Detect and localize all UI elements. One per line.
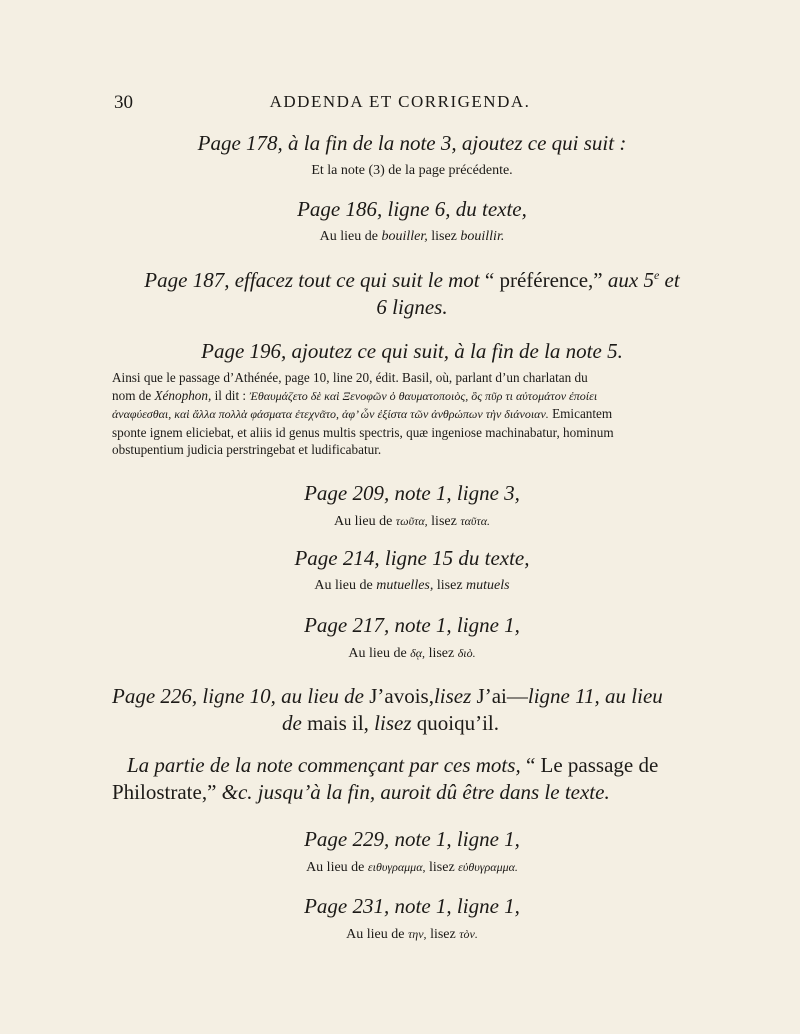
correct-word: mutuels [466, 578, 510, 593]
entry-correction [112, 644, 712, 663]
erratum-entry [112, 826, 712, 877]
heading-part: ligne 11, au lieu [527, 684, 663, 708]
correction-prefix: Au lieu de [333, 514, 393, 529]
greek-quote: ἀναφύεσθαι, καὶ ἄλλα πολλὰ φάσματα ἐτεχνᾶτο, ἀφ’ ὧν ἐξίστα τῶν ἀνθρώπων τὴν διάνοιαν. [112, 407, 549, 421]
superscript: e [653, 268, 660, 282]
erratum-entry [112, 262, 712, 321]
correct-word: διὸ. [457, 646, 476, 660]
wrong-word: bouiller, [381, 229, 428, 244]
text-run: il dit : [214, 387, 247, 403]
erratum-entry [112, 130, 712, 180]
entry-correction: Et la note (3) de la page précédente. [311, 163, 513, 178]
entry-heading: Page 229, note 1, ligne 1, [304, 827, 520, 851]
paragraph-line [112, 405, 712, 424]
paragraph-line [112, 387, 712, 406]
correct-word: τὸν. [459, 927, 478, 941]
erratum-entry [112, 752, 724, 806]
heading-part: &c. jusqu’à la fin, auroit dû être dans le texte. [221, 780, 610, 804]
erratum-entry [112, 545, 712, 595]
entry-correction [112, 925, 712, 944]
quoted-word: Philostrate,” [112, 780, 217, 804]
entry-heading: Page 214, ligne 15 du texte, [294, 546, 530, 570]
text-run: nom de [112, 387, 152, 403]
erratum-entry [112, 612, 712, 663]
entry-heading [112, 262, 712, 321]
paragraph-line: obstupentium judicia perstringebat et ludificabatur. [112, 442, 382, 457]
erratum-entry [112, 338, 712, 365]
paragraph-line: sponte ignem eliciebat, et aliis id genus multis spectris, quæ ingeniose machinabatur, hominum [112, 424, 614, 440]
correction-prefix: Au lieu de [348, 646, 407, 661]
author-name: Xénophon, [154, 387, 212, 403]
page-number: 30 [114, 92, 133, 113]
erratum-entry [112, 893, 712, 944]
wrong-word: την, [407, 927, 427, 941]
entry-heading: Page 217, note 1, ligne 1, [304, 613, 520, 637]
entry-correction [112, 512, 712, 531]
running-head [0, 92, 800, 118]
wrong-word: δᾳ, [410, 646, 426, 660]
erratum-entry [112, 683, 724, 737]
quoted-word: J’avois, [369, 684, 434, 708]
quoted-word: “ préférence,” [484, 268, 603, 292]
correction-lisez: lisez [429, 860, 455, 875]
quoted-word: J’ai— [476, 684, 528, 708]
wrong-word: mutuelles, [376, 578, 434, 593]
entry-heading: Page 186, ligne 6, du texte, [297, 197, 527, 221]
correction-lisez: lisez [428, 646, 455, 661]
entry-heading: Page 231, note 1, ligne 1, [304, 894, 520, 918]
correction-lisez: lisez [436, 578, 463, 593]
heading-part: Page 187, effacez tout ce qui suit le mot [144, 268, 480, 292]
entry-heading: Page 209, note 1, ligne 3, [304, 481, 520, 505]
entry-heading: Page 196, ajoutez ce qui suit, à la fin de la note 5. [201, 339, 623, 363]
heading-part: 6 lignes. [376, 295, 448, 319]
heading-part: et [664, 268, 680, 292]
heading-part: Page 226, ligne 10, au lieu de [112, 684, 364, 708]
correction-prefix: Au lieu de [319, 229, 378, 244]
correct-word: εὐθυγραμμα. [458, 860, 518, 874]
quoted-word: “ Le passage de [525, 753, 659, 777]
correction-prefix: Au lieu de [346, 927, 405, 942]
heading-part: La partie de la note commençant par ces mots, [127, 753, 521, 777]
correction-lisez: lisez [431, 514, 457, 529]
entry-heading: Page 178, à la fin de la note 3, ajoutez ce qui suit : [197, 131, 627, 155]
latin-text: Emicantem [552, 406, 613, 421]
correct-word: ταῦτα. [460, 514, 491, 528]
correction-lisez: lisez [430, 927, 456, 942]
correct-word: bouillir. [460, 229, 505, 244]
quoted-word: quoiqu’il. [416, 711, 500, 735]
heading-part: aux 5 [607, 268, 654, 292]
heading-part: lisez [433, 684, 472, 708]
correction-lisez: lisez [431, 229, 457, 244]
correction-prefix: Au lieu de [314, 578, 373, 593]
entry-heading [112, 752, 724, 806]
entry-correction [112, 858, 712, 877]
heading-part: lisez [374, 711, 412, 735]
addendum-paragraph [112, 369, 712, 459]
wrong-word: τωῦτα, [395, 514, 428, 528]
erratum-entry [112, 480, 712, 531]
wrong-word: ειθυγραμμα, [367, 860, 426, 874]
heading-part: de [282, 711, 302, 735]
correction-prefix: Au lieu de [306, 860, 365, 875]
paragraph-line: Ainsi que le passage d’Athénée, page 10, line 20, édit. Basil, où, parlant d’un charlatan du [112, 370, 588, 385]
entry-correction [112, 577, 712, 595]
entry-correction [112, 228, 712, 246]
running-title: ADDENDA ET CORRIGENDA. [269, 92, 531, 111]
entry-heading [112, 683, 724, 737]
quoted-word: mais il, [307, 711, 369, 735]
erratum-entry [112, 196, 712, 246]
greek-quote: Ἐθαυμάζετο δὲ καὶ Ξενοφῶν ὁ θαυματοποιὸς, ὃς πῦρ τι αὐτομάτον ἐποίει [249, 388, 598, 403]
